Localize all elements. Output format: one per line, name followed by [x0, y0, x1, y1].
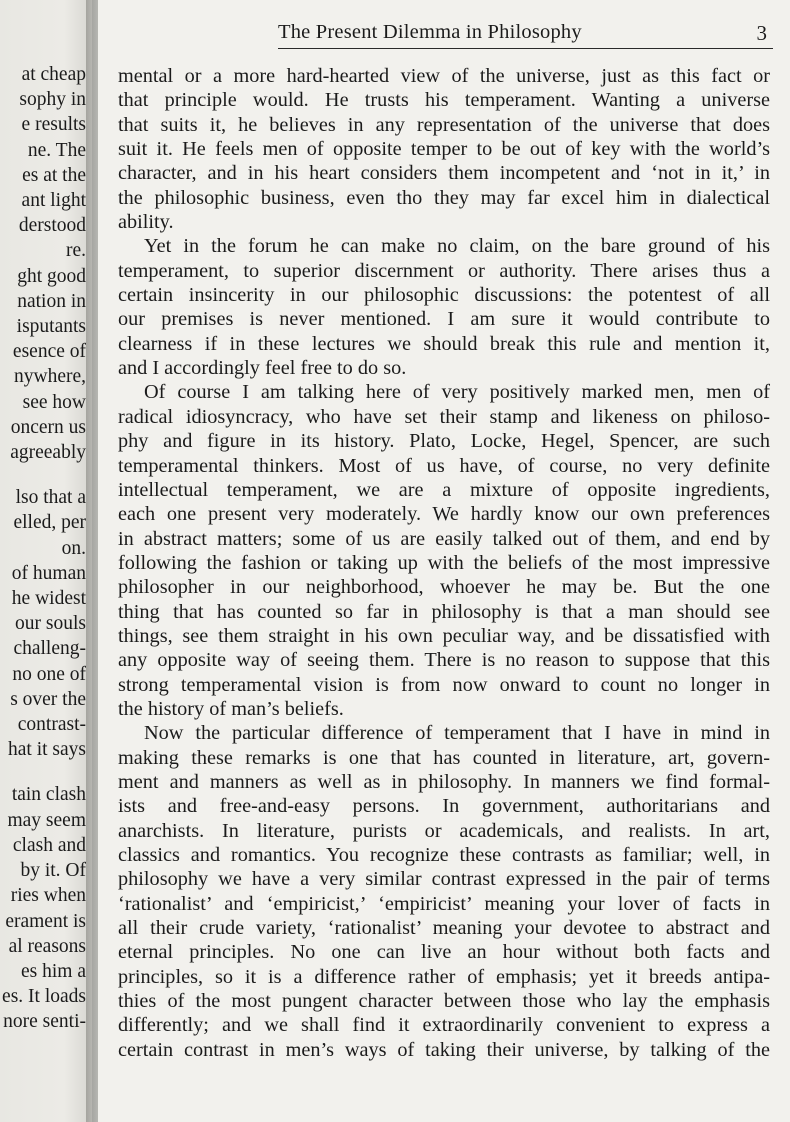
text-line: ment and manners as well as in philosophy. In manners we find formal-: [118, 770, 770, 793]
text-line: the philosophic business, even tho they may far excel him in dialectical: [118, 186, 770, 209]
text-line: in abstract matters; some of us are easily talked out of them, and end by: [118, 527, 770, 550]
left-page-line: esence of: [12, 341, 86, 363]
text-line: temperamental thinkers. Most of us have, of course, no very definite: [118, 454, 770, 477]
left-page-line: see how: [22, 391, 86, 413]
text-line: certain contrast in men’s ways of taking their universe, by talking of the: [118, 1038, 770, 1061]
left-page-line: es at the: [22, 164, 86, 186]
text-line: differently; and we shall find it extraordinarily convenient to express a: [118, 1014, 770, 1037]
text-line: philosophy we have a very similar contrast expressed in the pair of terms: [118, 868, 770, 891]
text-line: mental or a more hard-hearted view of the universe, just as this fact or: [118, 65, 770, 87]
left-page-line: nore senti-: [3, 1011, 86, 1033]
text-line: principles, so it is a difference rather of emphasis; yet it breeds antipa-: [118, 965, 770, 988]
left-page-line: es him a: [21, 960, 86, 982]
left-page-line: may seem: [7, 809, 86, 831]
left-page-line: oncern us: [10, 416, 86, 438]
text-line: things, see them straight in his own peculiar way, and be dissatisfied with: [118, 624, 770, 647]
left-page-line: challeng-: [13, 638, 86, 660]
left-page-line: ant light: [21, 190, 86, 212]
text-line: classics and romantics. You recognize these contrasts as familiar; well, in: [118, 844, 770, 866]
text-line: each one present very moderately. We hardly know our own preferences: [118, 503, 770, 526]
text-line: certain insincerity in our philosophic discussions: the potentest of all: [118, 284, 770, 307]
left-page-line: ne. The: [27, 139, 86, 161]
text-line: the history of man’s beliefs.: [118, 697, 344, 720]
left-page-line: no one of: [12, 663, 86, 685]
text-line: all their crude variety, ‘rationalist’ meaning your devotee to abstract and: [118, 917, 770, 940]
text-line: clearness if in these lectures we should break this rule and mention it,: [118, 332, 770, 355]
text-line: that principle would. He trusts his temperament. Wanting a universe: [118, 89, 770, 112]
text-line: suit it. He feels men of opposite temper to be out of key with the world’s: [118, 138, 770, 161]
text-line: our premises is never mentioned. I am sure it would contribute to: [118, 308, 770, 331]
left-page-line: nywhere,: [13, 366, 86, 388]
text-line: ability.: [118, 211, 174, 234]
left-page-line: derstood: [18, 215, 86, 237]
text-line: Of course I am talking here of very positively marked men, men of: [144, 381, 770, 404]
text-line: anarchists. In literature, purists or academicals, and realists. In art,: [118, 819, 770, 842]
left-page-line: lso that a: [15, 487, 86, 509]
left-page-line: sophy in: [19, 89, 86, 111]
text-line: temperament, to superior discernment or authority. There arises thus a: [118, 259, 770, 282]
text-line: thies of the most pungent character between those who lay the emphasis: [118, 990, 770, 1013]
left-page-line: al reasons: [8, 935, 86, 957]
left-page-line: on.: [61, 537, 86, 559]
running-head: The Present Dilemma in Philosophy: [278, 21, 582, 43]
text-line: making these remarks is one that has counted in literature, art, govern-: [118, 746, 770, 769]
text-line: eternal principles. No one can live an hour without both facts and: [118, 941, 770, 964]
left-page-line: nation in: [17, 290, 86, 312]
left-page-line: contrast-: [17, 714, 86, 736]
left-page-line: s over the: [10, 688, 86, 710]
left-page-line: our souls: [15, 613, 86, 635]
text-line: Yet in the forum he can make no claim, on the bare ground of his: [144, 235, 770, 258]
left-page-line: isputants: [16, 316, 86, 338]
text-line: following the fashion or taking up with the beliefs of the most impressive: [118, 551, 770, 574]
text-line: intellectual temperament, we are a mixture of opposite ingredients,: [118, 478, 770, 501]
left-page-line: e results: [21, 114, 86, 136]
text-line: ists and free-and-easy persons. In government, authoritarians and: [118, 795, 770, 818]
body-text: [118, 64, 770, 1062]
text-line: character, and in his heart considers them incompetent and ‘not in it,’ in: [118, 162, 770, 185]
text-line: thing that has counted so far in philosophy is that a man should see: [118, 600, 770, 623]
left-page-line: elled, per: [13, 512, 86, 534]
left-page-gap: [0, 465, 86, 485]
left-page-line: tain clash: [11, 784, 86, 806]
left-page-line: by it. Of: [20, 860, 86, 882]
text-line: ‘rationalist’ and ‘empiricist,’ ‘empiricist’ meaning your lover of facts in: [118, 892, 770, 915]
left-page-line: es. It loads: [2, 986, 86, 1008]
text-line: strong temperamental vision is from now onward to count no longer in: [118, 673, 770, 696]
left-page-line: agreeably: [10, 442, 86, 464]
left-page-text: [0, 62, 86, 1035]
left-facing-page: [0, 0, 92, 1122]
text-line: and I accordingly feel free to do so.: [118, 357, 407, 380]
page-header: [278, 18, 773, 49]
left-page-line: ght good: [17, 265, 86, 287]
book-page: [98, 0, 790, 1122]
text-line: philosopher in our neighborhood, whoever he may be. But the one: [118, 576, 770, 599]
page-number: 3: [756, 21, 767, 45]
text-line: radical idiosyncracy, who have set their stamp and likeness on philoso-: [118, 405, 770, 428]
left-page-line: of human: [11, 562, 86, 584]
text-line: any opposite way of seeing them. There is no reason to suppose that this: [118, 649, 770, 672]
left-page-line: ries when: [10, 885, 86, 907]
text-line: Now the particular difference of temperament that I have in mind in: [144, 722, 770, 745]
text-line: that suits it, he believes in any representation of the universe that does: [118, 113, 770, 136]
text-line: phy and figure in its history. Plato, Locke, Hegel, Spencer, are such: [118, 430, 770, 453]
left-page-line: clash and: [12, 834, 86, 856]
left-page-line: re.: [65, 240, 86, 262]
left-page-line: erament is: [5, 910, 86, 932]
left-page-line: at cheap: [21, 64, 86, 85]
left-page-line: hat it says: [8, 739, 86, 761]
left-page-line: he widest: [11, 588, 86, 610]
left-page-gap: [0, 762, 86, 782]
